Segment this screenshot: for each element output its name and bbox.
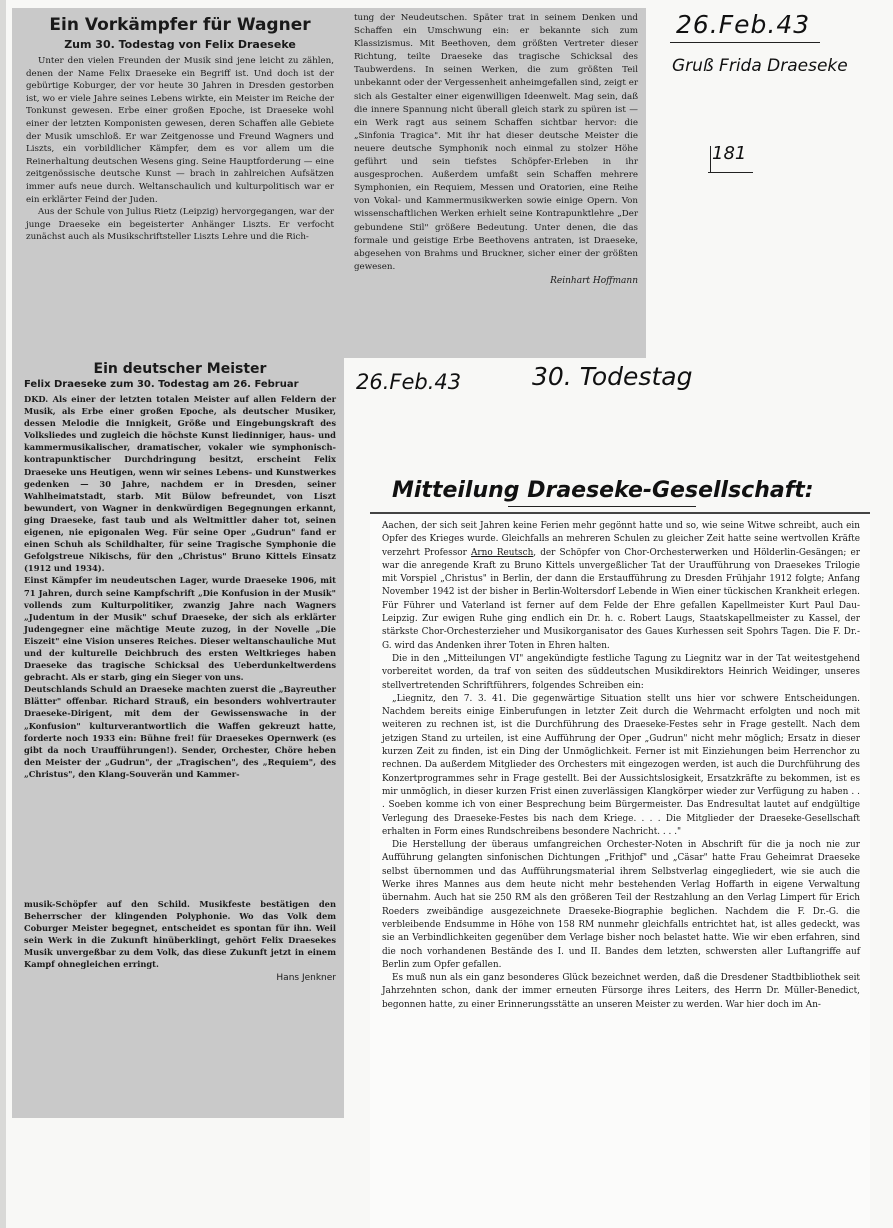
mitteilung-paragraph: Die Herstellung der überaus umfangreichen Orchester-Noten in Abschrift für die ja noch nie zur Aufführung gelangten sinfonischen Dichtungen „Frithjof" und „Cäsar" hatte Frau Geheimrat Draeseke selbst übernommen und das Aufführungsmaterial ihrem Selbstverlag eingegliedert, wie sie auch die Werke ihres Mannes aus dem heute nicht mehr bestehenden Verlag Hoffarth in eigene Verwaltung übernahm. Auch hat sie 250 RM als den größeren Teil der Restzahlung an den Verlag Limpert für Erich Roeders zweibändige ausgezeichnete Draeseke-Biographie beglichen. Nachdem die F. Dr.-G. die verbleibende Endsumme in Höhe von 158 RM nunmehr gleichfalls entrichtet hat, ist alles gedeckt, was sie an Verbindlichkeiten gegenüber dem Verlage bisher noch belastet hatte. Wie wir eben erfahren, sind die noch vorhandenen Bestände des I. und II. Bandes dem letzten, schwersten aller Luftangriffe auf Berlin zum Opfer gefallen. xyxy=(382,840,860,970)
article-subtitle: Zum 30. Todestag von Felix Draeseke xyxy=(64,38,296,51)
mitteilung-lead: Aachen, der sich seit Jahren keine Ferien mehr gegönnt hatte und so, wie seine Witwe schreibt, auch ein Opfer des Krieges wurde. Gleichfalls an mehreren Schulen zu gleicher Zeit hatte seine wertvollen Kräfte verzehrt Professor xyxy=(382,521,860,558)
handwritten-date: 26.Feb.43 xyxy=(356,370,462,394)
article-continuation-text: musik-Schöpfer auf den Schild. Musikfeste bestätigen den Beherrscher der klingenden Polyphonie. Wo das Volk dem Coburger Meister begegnet, entscheidet es spontan für ihn. Weil sein Werk in die Zukunft hinüberklingt, gehört Felix Draesekes Musik unvergeßbar zu dem Volk, das diese Zukunft jetzt in einem Kampf ohnegleichen erringt. xyxy=(24,899,336,970)
handwritten-underline xyxy=(708,172,753,173)
handwritten-date: 26.Feb.43 xyxy=(676,10,811,39)
article-body xyxy=(26,55,334,244)
article-vorkaempfer-continuation xyxy=(344,8,646,358)
mitteilung-body xyxy=(382,520,860,1012)
mitteilung-paragraph xyxy=(382,520,860,653)
article-body xyxy=(24,393,336,780)
handwritten-greeting: Gruß Frida Draeseke xyxy=(672,56,848,76)
handwritten-underline xyxy=(670,42,820,43)
article-paragraph: Aus der Schule von Julius Rietz (Leipzig) hervorgegangen, war der junge Draeseke ein begeisterter Anhänger Liszts. Er verfocht zunächst auch als Musikschriftsteller Liszts Lehre und die Rich- xyxy=(26,207,334,243)
article-paragraph: DKD. Als einer der letzten totalen Meister auf allen Feldern der Musik, als Erbe einer großen Epoche, als deutscher Musiker, dessen Melodie die Innigkeit, Größe und Eingebungskraft des Volksliedes und zugleich die höchste Kunst liedinniger, haus- und kammermusikalischer, dramatischer, vokaler wie symphonisch-kontrapunktischer Durchdringung besitzt, erscheint Felix Draeseke uns Heutigen, wenn wir seines Lebens- und Kunstwerkes gedenken — 30 Jahre, nachdem er in Dresden, seiner Wahlheimatstadt, starb. Mit Bülow befreundet, von Liszt bewundert, von Wagner in denkwürdigen Begegnungen erkannt, ging Draeseke, fast taub und als Weltmittler daher tot, seinen eigenen, nie epigonalen Weg. Für seine Oper „Gudrun" fand er einen Schuh als Schildhalter, für seine Tragische Symphonie die Gefolgstreue Nikischs, für den „Christus" Bruno Kittels Einsatz (1912 und 1934). xyxy=(24,394,336,574)
article-continuation-text: tung der Neudeutschen. Später trat in seinem Denken und Schaffen ein Umschwung ein: er bekannte sich zum Klassizismus. Mit Beethoven, dem größten Vertreter dieser Richtung, teilte Draeseke das tragische Schicksal des Taubwerdens. In seinen Werken, die zum größten Teil unbekannt oder der Vergessenheit anheimgefallen sind, zeigt er sich als Gestalter einer eigenwilligen Ideenwelt. Mag sein, daß die innere Spannung nicht überall gleich stark zu spüren ist — ein Werk ragt aus seinem Schaffen sichtbar hervor: die „Sinfonia Tragica". Mit ihr hat dieser deutsche Meister die neuere deutsche Symphonik noch einmal zu stolzer Höhe geführt und sein tiefstes Schöpfer-Erleben in ihr ausgesprochen. Außerdem umfaßt sein Schaffen mehrere Symphonien, ein Requiem, Messen und Oratorien, eine Reihe von Vokal- und Kammermusikwerken sowie einige Opern. Von wissenschaftlichen Werken erhielt seine Kontrapunktlehre „Der gebundene Stil" größere Bedeutung. Unter denen, die das formale und geistige Erbe Beethovens antraten, ist Draeseke, abgesehen von Brahms und Bruckner, sicher einer der größten gewesen. xyxy=(354,13,638,272)
article-paragraph: Deutschlands Schuld an Draeseke machten zuerst die „Bayreuther Blätter" offenbar. Richard Strauß, ein besonders wohlvertrauter Draeseke-Dirigent, mit dem der Gewissenswache in der „Konfusion" kulturverantwortlich die Waffen gekreuzt hatte, forderte noch 1933 ein: Bühne frei! für Draesekes Opernwerk (es gibt da noch Uraufführungen!). Sender, Orchester, Chöre heben den Meister der „Gudrun", der „Tragischen", des „Requiem", des „Christus", den Klang-Souverän und Kammer- xyxy=(24,684,336,779)
handwritten-heading: Mitteilung Draeseke-Gesellschaft: xyxy=(392,478,814,503)
mitteilung-paragraph: „Liegnitz, den 7. 3. 41. Die gegenwärtige Situation stellt uns hier vor schwere Entscheidungen. Nachdem bereits einige Einberufungen in letzter Zeit durch die Wehrmacht erfolgten und noch mit weiteren zu rechnen ist, ist die Durchführung des Draeseke-Festes sehr in Frage gestellt. Nach dem jetzigen Stand zu urteilen, ist eine Aufführung der Oper „Gudrun" nicht mehr möglich; Ersatz in dieser kurzen Zeit zu finden, ist ein Ding der Unmöglichkeit. Ferner ist mit Einziehungen beim Herrenchor zu rechnen. Da außerdem Mitglieder des Orchesters mit eingezogen werden, ist auch die Durchführung des Konzertprogrammes sehr in Frage gestellt. Bei der Aussichtslosigkeit, Ersatzkräfte zu bekommen, ist es mir unmöglich, in dieser kurzen Frist einen zuverlässigen Klangkörper wieder zur Verfügung zu haben . . . Soeben komme ich von einer Besprechung beim Bürgermeister. Das Endresultat lautet auf endgültige Verlegung des Draeseke-Festes bis nach dem Kriege. . . . Die Mitglieder der Draeseke-Gesellschaft erhalten in Form eines Rundschreibens besondere Nachricht. . . ." xyxy=(382,693,860,837)
article-title: Ein Vorkämpfer für Wagner xyxy=(49,15,311,35)
underlined-name: Arno Reutsch xyxy=(471,547,534,558)
page-edge xyxy=(0,0,6,1228)
article-paragraph: Einst Kämpfer im neudeutschen Lager, wurde Draeseke 1906, mit 71 Jahren, durch seine Kampfschrift „Die Konfusion in der Musik" vollends zum Kulturpolitiker, zwanzig Jahre nach Wagners „Judentum in der Musik" schuf Draeseke, der sich als erklärter Judengegner eine mächtige Meute zuzog, in der Novelle „Die Eiszeit" eine Vision unseres Reiches. Dieser weltanschauliche Mut und der kulturelle Deichbruch des ersten Weltkrieges haben Draeseke das tragische Schicksal des Ueberdunkeltwerdens gebracht. Als er starb, ging ein Sieger von uns. xyxy=(24,575,336,683)
article-title: Ein deutscher Meister xyxy=(93,361,267,377)
article-deutscher-meister-clipping xyxy=(12,356,344,896)
handwritten-page-number: 181 xyxy=(712,143,747,164)
handwritten-mark xyxy=(710,146,711,172)
article-vorkaempfer-clipping xyxy=(12,8,344,358)
article-author: Reinhart Hoffmann xyxy=(550,275,638,286)
handwritten-anniversary-note: 30. Todestag xyxy=(532,362,693,391)
article-author: Hans Jenkner xyxy=(276,972,336,983)
mitteilung-rest: , der Schöpfer von Chor-Orchesterwerken und Hölderlin-Gesängen; er war die anregende Kraft zu Bruno Kittels unvergeßlicher Tat der Uraufführung von Draesekes Trilogie mit Vorspiel „Christus" in Berlin, der dann die Erstaufführung zu Dresden Frühjahr 1912 folgte; Anfang November 1942 ist der bisher in Berlin-Woltersdorf Lebende in Wien einer tückischen Krankheit erlegen. Für Führer und Vaterland ist ferner auf dem Felde der Ehre gefallen Kapellmeister Kurt Paul Dau-Leipzig. Zur ewigen Ruhe ging endlich ein Dr. h. c. Robert Laugs, Staatskapellmeister zu Kassel, der stärkste Chor-Orchesterzieher und Musikorganisator des Gaues Kurhessen seit Spohrs Tagen. Die F. Dr.-G. wird das Andenken ihrer Toten in Ehren halten. xyxy=(382,547,860,651)
handwritten-underline xyxy=(508,506,696,507)
article-deutscher-meister-continuation xyxy=(12,896,344,1118)
mitteilung-paragraph: Es muß nun als ein ganz besonderes Glück bezeichnet werden, daß die Dresdener Stadtbibliothek seit Jahrzehnten schon, dank der immer erneuten Fürsorge ihres Leiters, des Herrn Dr. Müller-Benedict, begonnen hatte, zu einer Erinnerungsstätte an unseren Meister zu werden. War hier doch im An- xyxy=(382,973,860,1010)
article-subtitle: Felix Draeseke zum 30. Todestag am 26. Februar xyxy=(24,379,299,390)
mitteilung-clipping xyxy=(370,512,870,1228)
mitteilung-paragraph: Die in den „Mitteilungen VI" angekündigte festliche Tagung zu Liegnitz war in der Tat weitestgehend vorbereitet worden, da traf von seiten des süddeutschen Musikdirektors Heinrich Weidinger, unseres stellvertretenden Schriftführers, folgendes Schreiben ein: xyxy=(382,653,860,691)
article-paragraph: Unter den vielen Freunden der Musik sind jene leicht zu zählen, denen der Name Felix Draeseke ein Begriff ist. Und doch ist der gebürtige Koburger, der vor heute 30 Jahren in Dresden gestorben ist, wo er viele Jahre seines Lebens wirkte, ein Meister im Reiche der Tonkunst gewesen. Erbe einer großen Epoche, ist Draeseke wohl einer der letzten Komponisten gewesen, deren Schaffen alle Gebiete der Musik umschloß. Er war Zeitgenosse und Freund Wagners und Liszts, ein vorbildlicher Kämpfer, dem es vor allem um die Reinerhaltung deutschen Wesens ging. Seine Hauptforderung — eine zeitgenössische deutsche Kunst — brach in zahlreichen Aufsätzen immer aufs neue durch. Weltanschaulich und kulturpolitisch war er ein erklärter Feind der Juden. xyxy=(26,56,334,205)
